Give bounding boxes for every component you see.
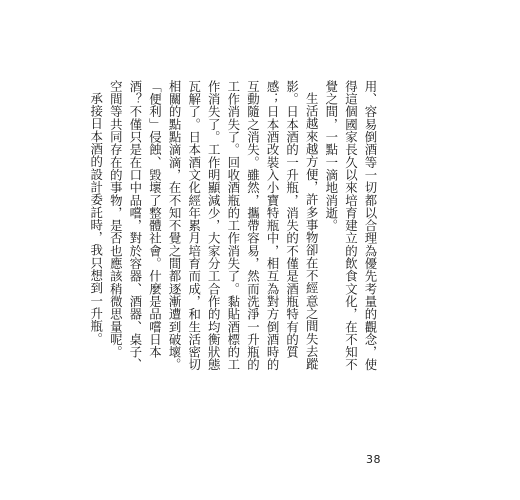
body-text [86, 80, 380, 380]
paragraph-3: 承接日本酒的設計委託時，我只想到一升瓶。 [88, 92, 104, 346]
page-number: 38 [366, 453, 381, 466]
paragraph-2: 生活越來越方便，許多事物卻在不經意之間失去蹤影。日本酒的一升瓶，消失的不僅是酒瓶特有的質感；日本酒改裝入小寶特瓶中，相互為對方倒酒時的互動隨之消失。雖然，攜帶容易，然而洗淨一升瓶的工作消失了。回收酒瓶的工作消失了。黏貼酒標的工作消失了。工作明顯減少，大家分工合作的均衡狀態瓦解了。日本酒文化經年累月培育而成，和生活密切相關的點點滴滴，在不知不覺之間都逐漸遭到破壞。「便利」侵蝕、毀壞了整體社會。什麼是品嚐日本酒？不僅只是在口中品嚐，對於容器、酒器、桌子、空間等共同存在的事物，是否也應該稍微思量呢。 [108, 80, 320, 371]
paragraph-1: 用、容易倒酒等一切都以合理為優先考量的觀念，使得這個國家長久以來培育建立的飲食文化，在不知不覺之間，一點一滴地消逝。 [323, 80, 378, 371]
